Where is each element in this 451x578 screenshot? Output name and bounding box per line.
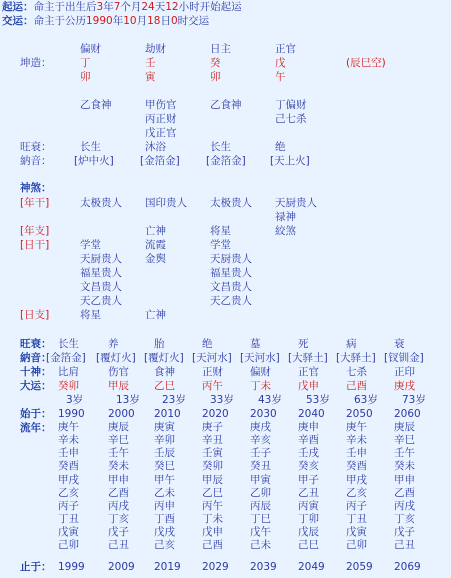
liunian-year: 辛卯 <box>154 434 175 447</box>
qiyun-hours: 12 <box>165 1 179 13</box>
dayun-end-label: 止于： <box>20 561 52 573</box>
dayun-shishen: 正印 <box>394 366 415 378</box>
shensha-item: 天乙贵人 <box>80 295 122 307</box>
dayun-shishen: 七杀 <box>346 366 367 378</box>
shensha-row-label: [年干] <box>20 197 50 209</box>
kunzao-label: 坤造： <box>20 57 52 69</box>
jiaoyun-unit-day: 日 <box>160 15 171 27</box>
liunian-year: 辛丑 <box>202 434 223 447</box>
qiyun-unit-day: 天 <box>154 1 166 13</box>
liunian-year: 辛未 <box>346 434 367 447</box>
dayun-wangshuai-label: 旺衰： <box>20 338 52 350</box>
dayun-pillar: 甲辰 <box>108 380 129 392</box>
liunian-year: 丁卯 <box>298 512 319 525</box>
dayun-nayin: [覆灯火] <box>96 352 136 364</box>
jiaoyun-label: 交运： <box>2 15 34 27</box>
liunian-year: 癸卯 <box>202 460 223 473</box>
pillar-hidden-stem: 甲伤官 <box>145 99 177 111</box>
liunian-column <box>202 421 223 552</box>
liunian-year: 甲戌 <box>346 473 367 486</box>
liunian-year: 己卯 <box>346 539 367 552</box>
liunian-year: 戊戌 <box>154 526 175 539</box>
shensha-item: 天厨贵人 <box>210 253 252 265</box>
liunian-year: 癸未 <box>108 460 129 473</box>
pillar-nayin: [天上火] <box>270 155 310 167</box>
pillar-branch: 卯 <box>80 71 91 83</box>
pillar-nayin: [金箔金] <box>140 155 180 167</box>
liunian-year: 丁亥 <box>394 512 415 525</box>
qiyun-text: 命主于出生后 <box>33 1 97 13</box>
liunian-year: 壬辰 <box>154 447 175 460</box>
liunian-year: 丁酉 <box>154 512 175 525</box>
liunian-year: 壬午 <box>394 447 415 460</box>
dayun-end-year: 2059 <box>346 561 373 573</box>
pillar-hidden-stem: 乙食神 <box>210 99 242 111</box>
dayun-end-year: 2069 <box>394 561 421 573</box>
dayun-age: 3岁 <box>66 394 84 406</box>
liunian-year: 丙子 <box>58 499 79 512</box>
liunian-year: 己卯 <box>58 539 79 552</box>
jiaoyun-unit-year: 年 <box>112 15 124 27</box>
jiaoyun-hour: 0 <box>170 15 178 27</box>
liunian-year: 壬申 <box>346 447 367 460</box>
liunian-year: 甲午 <box>154 473 175 486</box>
liunian-year: 壬戌 <box>298 447 319 460</box>
dayun-nayin: [大驿土] <box>288 352 328 364</box>
liunian-year: 己酉 <box>202 539 223 552</box>
liunian-year: 戊子 <box>394 526 415 539</box>
liunian-year: 甲申 <box>108 473 129 486</box>
liunian-column <box>58 421 79 552</box>
pillar-branch: 午 <box>275 71 286 83</box>
qiyun-line <box>2 1 242 13</box>
liunian-year: 己巳 <box>298 539 319 552</box>
dayun-start-year: 2010 <box>154 408 181 420</box>
liunian-column <box>154 421 175 552</box>
liunian-year: 庚午 <box>58 421 79 433</box>
dayun-pillar: 庚戌 <box>394 380 415 392</box>
dayun-shishen: 伤官 <box>108 366 129 378</box>
shensha-item: 天厨贵人 <box>275 197 317 209</box>
liunian-year: 戊寅 <box>346 526 367 539</box>
shensha-item: 福星贵人 <box>210 267 252 279</box>
dayun-nayin: [天河水] <box>240 352 280 364</box>
dayun-start-year: 1990 <box>58 408 85 420</box>
dayun-pillar: 癸卯 <box>58 380 79 392</box>
liunian-year: 庚辰 <box>108 421 129 433</box>
liunian-year: 甲子 <box>298 473 319 486</box>
kong-label: (辰巳空) <box>346 57 386 69</box>
qiyun-months: 7 <box>113 1 121 13</box>
qiyun-label: 起运： <box>2 1 34 13</box>
qiyun-years: 3 <box>96 1 104 13</box>
dayun-wangshuai: 死 <box>298 338 309 350</box>
dayun-pillar: 己酉 <box>346 380 367 392</box>
liunian-year: 庚申 <box>298 421 319 433</box>
liunian-year: 己丑 <box>108 539 129 552</box>
dayun-shishen: 比肩 <box>58 366 79 378</box>
liunian-year: 癸酉 <box>58 460 79 473</box>
liunian-year: 丙申 <box>154 499 175 512</box>
pillar-ten-god: 日主 <box>210 43 231 55</box>
liunian-year: 壬子 <box>250 447 271 460</box>
liunian-year: 庚辰 <box>394 421 415 433</box>
pillar-wangshuai: 长生 <box>210 141 231 153</box>
liunian-year: 丁丑 <box>58 512 79 525</box>
dayun-pillar: 丙午 <box>202 380 223 392</box>
pillar-stem: 戊 <box>275 57 286 69</box>
shensha-item: 将星 <box>210 225 231 237</box>
shensha-item: 学堂 <box>80 239 101 251</box>
pillar-nayin: [金箔金] <box>206 155 246 167</box>
liunian-year: 癸巳 <box>154 460 175 473</box>
liunian-label: 流年： <box>20 422 52 434</box>
liunian-year: 辛未 <box>58 434 79 447</box>
liunian-year: 戊申 <box>202 526 223 539</box>
liunian-column <box>298 421 319 552</box>
dayun-label: 大运： <box>20 380 52 392</box>
liunian-year: 壬寅 <box>202 447 223 460</box>
liunian-year: 乙亥 <box>346 486 367 499</box>
liunian-year: 癸丑 <box>250 460 271 473</box>
liunian-year: 乙酉 <box>108 486 129 499</box>
dayun-wangshuai: 衰 <box>394 338 405 350</box>
pillar-hidden-stem: 丙正财 <box>145 113 177 125</box>
liunian-year: 乙亥 <box>58 486 79 499</box>
dayun-shishen-label: 十神： <box>20 366 52 378</box>
pillar-wangshuai: 长生 <box>80 141 101 153</box>
dayun-start-year: 2020 <box>202 408 229 420</box>
liunian-year: 甲申 <box>394 473 415 486</box>
shensha-item: 亡神 <box>145 309 166 321</box>
liunian-year: 乙丑 <box>298 486 319 499</box>
pillar-branch: 卯 <box>210 71 221 83</box>
dayun-pillar: 乙巳 <box>154 380 175 392</box>
liunian-year: 丙寅 <box>298 499 319 512</box>
liunian-column <box>346 421 367 552</box>
shensha-item: 文昌贵人 <box>80 281 122 293</box>
dayun-start-year: 2050 <box>346 408 373 420</box>
dayun-end-year: 2029 <box>202 561 229 573</box>
pillar-ten-god: 劫财 <box>145 43 166 55</box>
wangshuai-label: 旺衰： <box>20 141 52 153</box>
pillar-stem: 癸 <box>210 57 221 69</box>
dayun-nayin: [大驿土] <box>336 352 376 364</box>
jiaoyun-unit-hour: 时交运 <box>177 15 210 27</box>
liunian-year: 甲寅 <box>250 473 271 486</box>
dayun-wangshuai: 胎 <box>154 338 165 350</box>
dayun-start-year: 2000 <box>108 408 135 420</box>
shensha-item: 亡神 <box>145 225 166 237</box>
dayun-age: 53岁 <box>306 394 330 406</box>
liunian-year: 癸未 <box>394 460 415 473</box>
qiyun-unit-hour: 小时开始起运 <box>178 1 242 13</box>
liunian-column <box>108 421 129 552</box>
liunian-year: 乙卯 <box>250 486 271 499</box>
shensha-item: 文昌贵人 <box>210 281 252 293</box>
dayun-nayin: [钗钏金] <box>384 352 424 364</box>
pillar-ten-god: 偏财 <box>80 43 101 55</box>
shensha-item: 天乙贵人 <box>210 295 252 307</box>
liunian-year: 乙巳 <box>202 486 223 499</box>
pillar-hidden-stem: 己七杀 <box>275 113 307 125</box>
liunian-year: 丁巳 <box>250 512 271 525</box>
jiaoyun-line <box>2 15 209 27</box>
pillar-stem: 壬 <box>145 57 156 69</box>
liunian-year: 丁亥 <box>108 512 129 525</box>
liunian-year: 丁丑 <box>346 512 367 525</box>
liunian-year: 乙未 <box>154 486 175 499</box>
dayun-nayin: [覆灯火] <box>144 352 184 364</box>
dayun-wangshuai: 养 <box>108 338 119 350</box>
liunian-year: 辛巳 <box>108 434 129 447</box>
dayun-age: 13岁 <box>116 394 140 406</box>
liunian-year: 癸亥 <box>298 460 319 473</box>
liunian-year: 己丑 <box>394 539 415 552</box>
liunian-year: 辛酉 <box>298 434 319 447</box>
dayun-age: 23岁 <box>162 394 186 406</box>
dayun-shishen: 正财 <box>202 366 223 378</box>
dayun-shishen: 正官 <box>298 366 319 378</box>
dayun-age: 73岁 <box>402 394 426 406</box>
dayun-end-year: 2019 <box>154 561 181 573</box>
dayun-start-year: 2030 <box>250 408 277 420</box>
dayun-shishen: 食神 <box>154 366 175 378</box>
liunian-year: 癸酉 <box>346 460 367 473</box>
dayun-age: 33岁 <box>210 394 234 406</box>
liunian-year: 甲辰 <box>202 473 223 486</box>
dayun-start-year: 2060 <box>394 408 421 420</box>
shensha-item: 禄神 <box>275 211 296 223</box>
shensha-item: 福星贵人 <box>80 267 122 279</box>
liunian-column <box>394 421 415 552</box>
pillar-branch: 寅 <box>145 71 156 83</box>
dayun-nayin: [金箔金] <box>46 352 86 364</box>
dayun-start-year: 2040 <box>298 408 325 420</box>
qiyun-days: 24 <box>141 1 155 13</box>
dayun-pillar: 丁未 <box>250 380 271 392</box>
liunian-year: 戊子 <box>108 526 129 539</box>
jiaoyun-unit-month: 月 <box>136 15 148 27</box>
dayun-end-year: 2049 <box>298 561 325 573</box>
liunian-year: 己未 <box>250 539 271 552</box>
pillar-wangshuai: 沐浴 <box>145 141 166 153</box>
dayun-pillar: 戊申 <box>298 380 319 392</box>
jiaoyun-year: 1990 <box>86 15 113 27</box>
dayun-start-label: 始于： <box>20 408 52 420</box>
jiaoyun-day: 18 <box>147 15 161 27</box>
liunian-year: 壬申 <box>58 447 79 460</box>
liunian-year: 丙戌 <box>394 499 415 512</box>
liunian-year: 庚寅 <box>154 421 175 433</box>
pillar-nayin: [炉中火] <box>74 155 114 167</box>
liunian-column <box>250 421 271 552</box>
shensha-row-label: [日支] <box>20 309 50 321</box>
shensha-row-label: [年支] <box>20 225 50 237</box>
jiaoyun-month: 10 <box>123 15 137 27</box>
shensha-item: 太极贵人 <box>210 197 252 209</box>
qiyun-unit-year: 年 <box>103 1 114 13</box>
liunian-year: 庚子 <box>202 421 223 433</box>
pillar-stem: 丁 <box>80 57 91 69</box>
pillar-wangshuai: 绝 <box>275 141 286 153</box>
dayun-nayin: [天河水] <box>192 352 232 364</box>
shensha-item: 国印贵人 <box>145 197 187 209</box>
liunian-year: 戊午 <box>250 526 271 539</box>
dayun-shishen: 偏财 <box>250 366 271 378</box>
dayun-wangshuai: 墓 <box>250 338 261 350</box>
dayun-age: 63岁 <box>354 394 378 406</box>
dayun-age: 43岁 <box>258 394 282 406</box>
pillar-hidden-stem: 丁偏财 <box>275 99 307 111</box>
liunian-year: 戊寅 <box>58 526 79 539</box>
shensha-item: 天厨贵人 <box>80 253 122 265</box>
liunian-year: 庚午 <box>346 421 367 433</box>
pillar-ten-god: 正官 <box>275 43 296 55</box>
shensha-item: 将星 <box>80 309 101 321</box>
shensha-item: 金舆 <box>145 253 166 265</box>
liunian-year: 丙子 <box>346 499 367 512</box>
liunian-year: 丙戌 <box>108 499 129 512</box>
jiaoyun-text: 命主于公历 <box>33 15 86 27</box>
pillar-hidden-stem: 乙食神 <box>80 99 112 111</box>
liunian-year: 戊辰 <box>298 526 319 539</box>
shensha-item: 流霞 <box>145 239 166 251</box>
liunian-year: 丙辰 <box>250 499 271 512</box>
dayun-nayin-label: 納音： <box>20 352 52 364</box>
shensha-title: 神煞： <box>20 182 52 194</box>
liunian-year: 辛巳 <box>394 434 415 447</box>
liunian-year: 辛亥 <box>250 434 271 447</box>
liunian-year: 壬午 <box>108 447 129 460</box>
dayun-wangshuai: 绝 <box>202 338 213 350</box>
dayun-end-year: 1999 <box>58 561 85 573</box>
dayun-end-year: 2009 <box>108 561 135 573</box>
dayun-wangshuai: 病 <box>346 338 357 350</box>
liunian-year: 庚戌 <box>250 421 271 433</box>
qiyun-unit-month: 个月 <box>120 1 142 13</box>
liunian-year: 乙酉 <box>394 486 415 499</box>
nayin-label: 納音： <box>20 155 52 167</box>
shensha-item: 学堂 <box>210 239 231 251</box>
dayun-end-year: 2039 <box>250 561 277 573</box>
liunian-year: 丁未 <box>202 512 223 525</box>
dayun-wangshuai: 长生 <box>58 338 79 350</box>
shensha-row-label: [日干] <box>20 239 50 251</box>
shensha-item: 絞煞 <box>275 225 296 237</box>
liunian-year: 丙午 <box>202 499 223 512</box>
shensha-item: 太极贵人 <box>80 197 122 209</box>
liunian-year: 己亥 <box>154 539 175 552</box>
pillar-hidden-stem: 戊正官 <box>145 127 177 139</box>
liunian-year: 甲戌 <box>58 473 79 486</box>
